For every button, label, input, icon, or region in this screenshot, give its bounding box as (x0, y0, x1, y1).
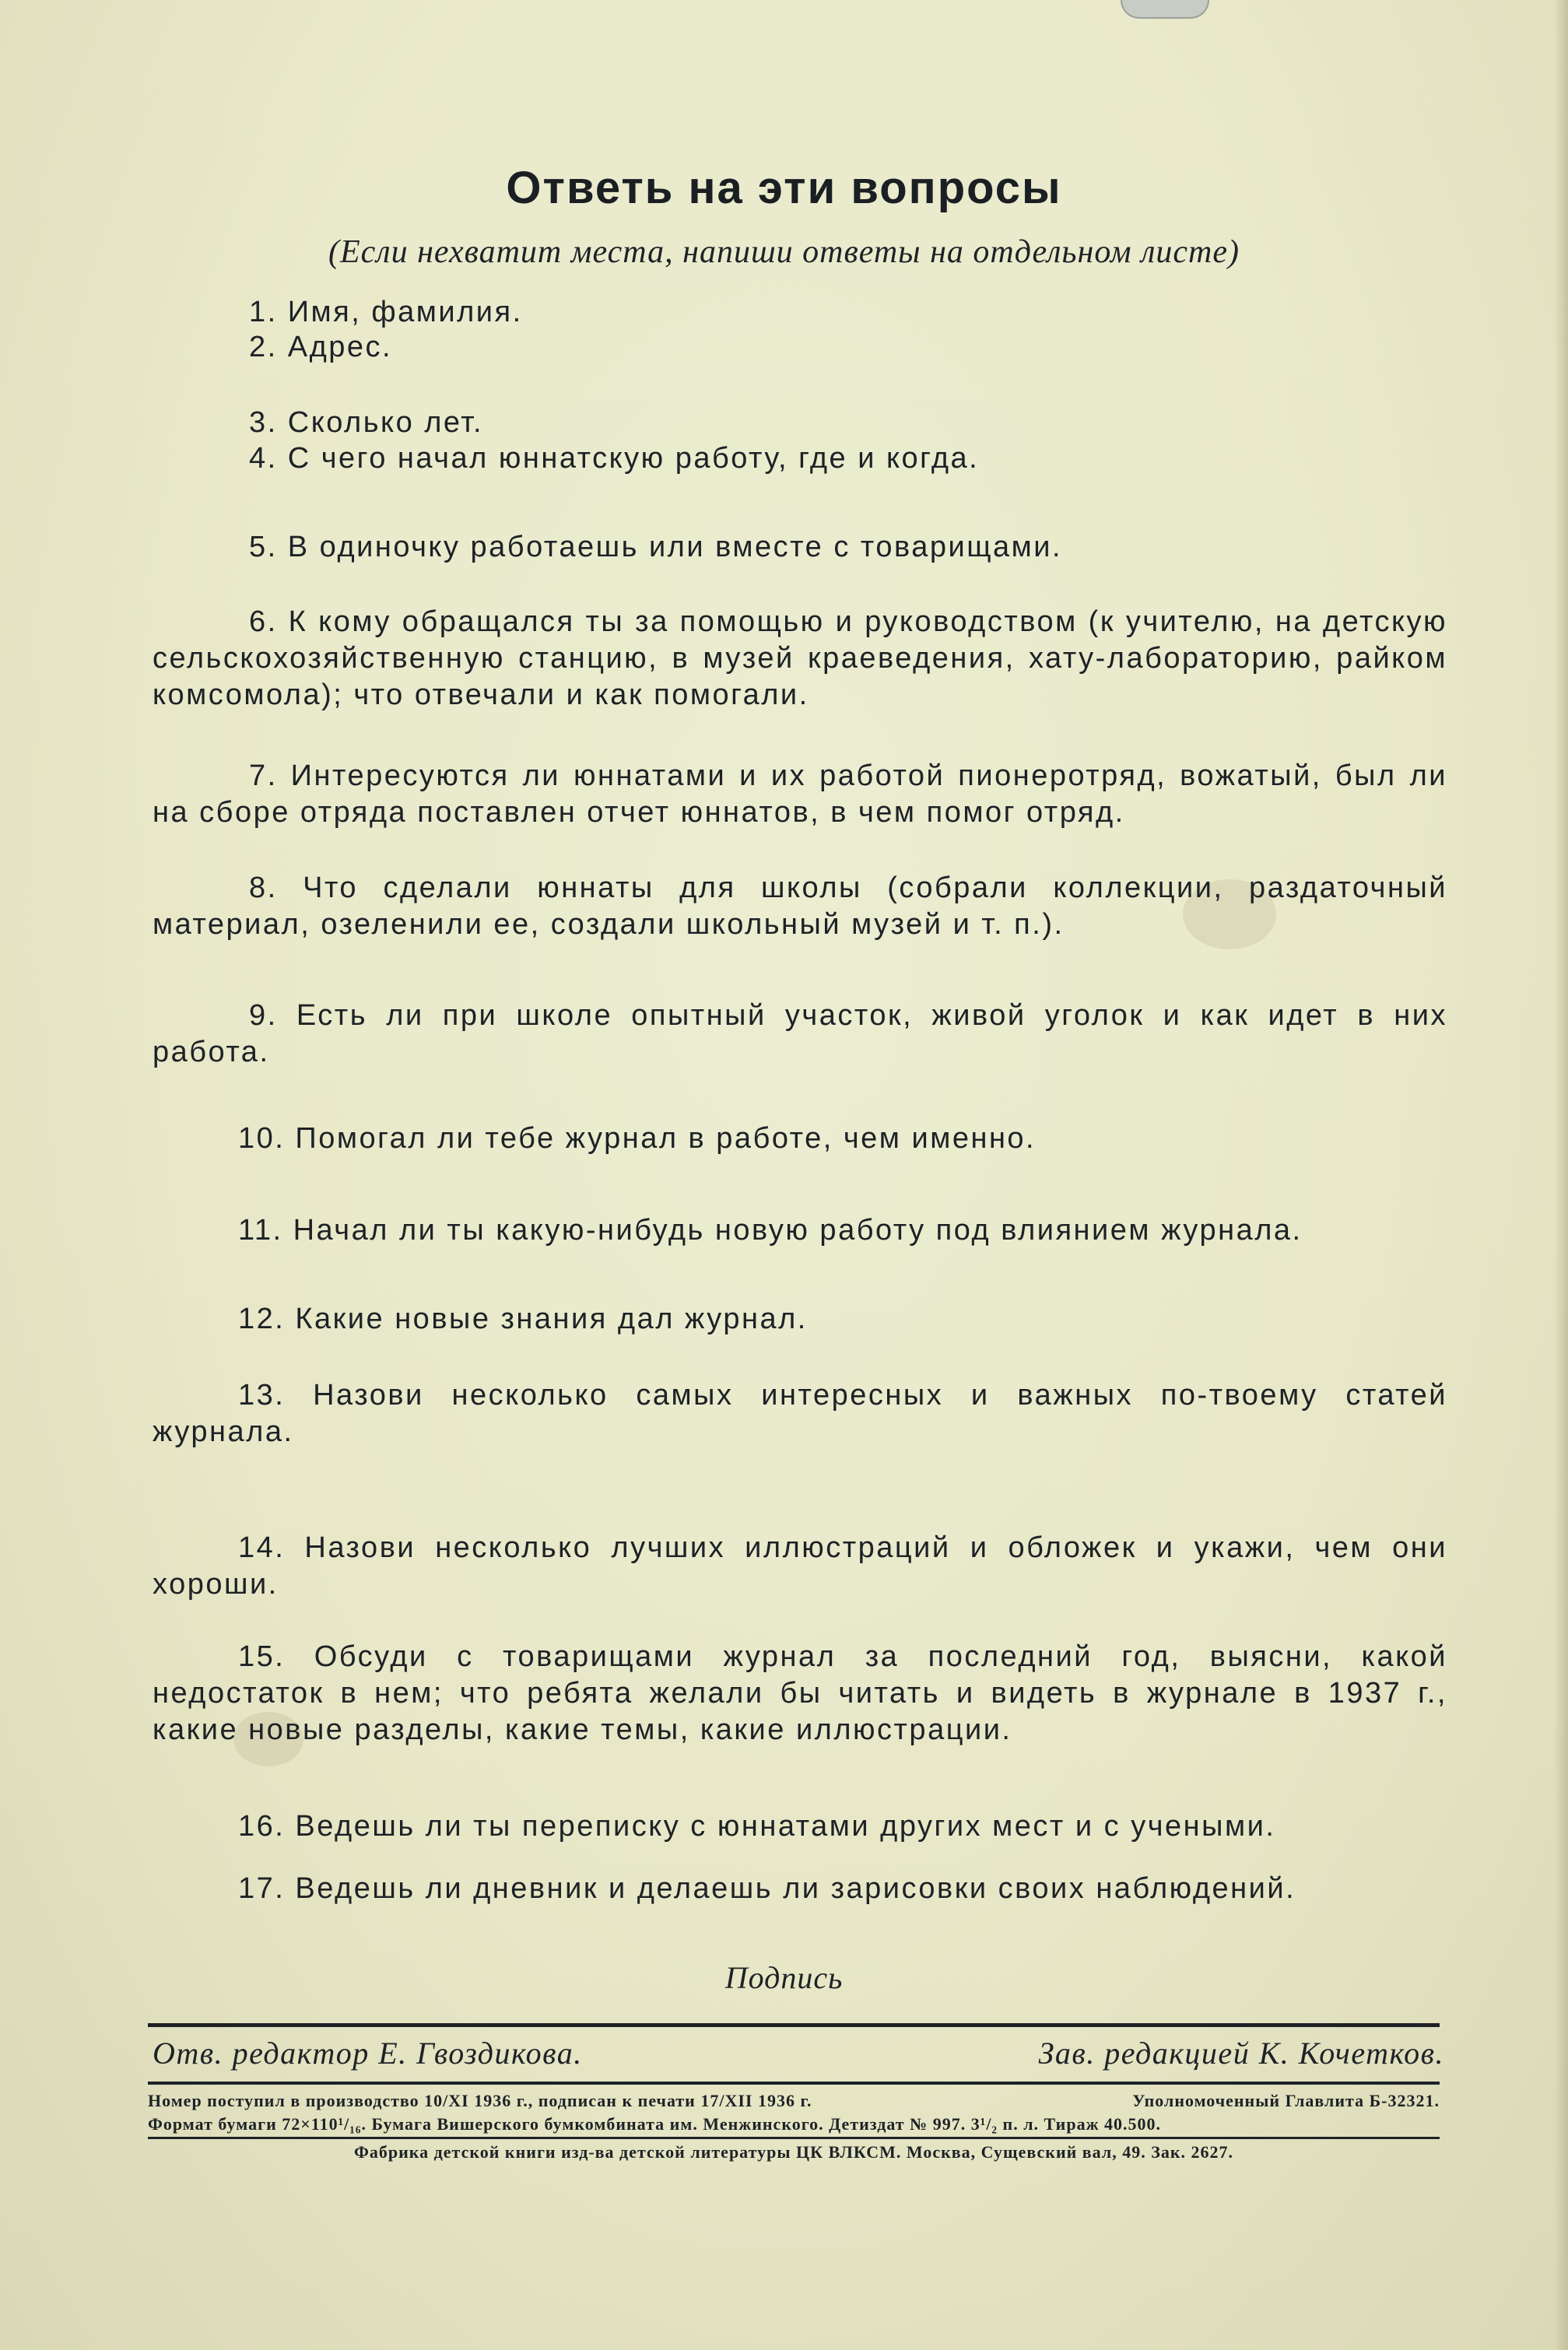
imprint-line (148, 2091, 1440, 2111)
question-text: 9. Есть ли при школе опытный участок, живой уголок и как идет в них работа. (153, 999, 1447, 1068)
question-item (153, 1639, 1447, 1748)
question-item (153, 998, 1447, 1071)
question-item (153, 758, 1447, 831)
imprint-censor: Уполномоченный Главлита Б-32321. (1132, 2091, 1440, 2110)
question-item (153, 294, 1447, 331)
imprint-line: Формат бумаги 72×110¹/₁₆. Бумага Вишерского бумкомбината им. Менжинского. Детиздат № 997. 3¹/₂ п. л. Тираж 40.500. (148, 2114, 1162, 2134)
question-item (153, 1808, 1447, 1845)
question-text: 7. Интересуются ли юннатами и их работой пионеротряд, вожатый, был ли на сборе отряда поставлен отчет юннатов, в чем помог отряд. (153, 759, 1447, 829)
question-text: 14. Назови несколько лучших иллюстраций и обложек и укажи, чем они хороши. (153, 1531, 1447, 1601)
question-item (153, 870, 1447, 943)
divider (148, 2082, 1440, 2085)
question-item (153, 529, 1447, 566)
question-text: 13. Назови несколько самых интересных и важных по-твоему статей журнала. (153, 1379, 1447, 1448)
question-item (153, 405, 1447, 441)
question-item (153, 1121, 1447, 1157)
question-text: 17. Ведешь ли дневник и делаешь ли зарисовки своих наблюдений. (238, 1872, 1296, 1905)
question-text: 11. Начал ли ты какую-нибудь новую работу под влиянием журнала. (238, 1214, 1303, 1247)
imprint-production-dates: Номер поступил в производство 10/XI 1936 г., подписан к печати 17/XII 1936 г. (148, 2091, 812, 2110)
paper-edge (1554, 0, 1568, 2350)
question-text: 10. Помогал ли тебе журнал в работе, чем именно. (238, 1122, 1037, 1155)
question-text: 6. К кому обращался ты за помощью и руководством (к учителю, на детскую сельскохозяйственную станцию, в музей краеведения, хату-лабораторию, райком комсомола); что отвечали и как помогали. (153, 605, 1447, 711)
question-item (153, 329, 1447, 366)
question-text: 2. Адрес. (249, 331, 393, 363)
editorial-head: Зав. редакцией К. Кочетков. (1038, 2036, 1444, 2071)
divider (148, 2137, 1440, 2139)
question-item (153, 440, 1447, 477)
page-title: Ответь на эти вопросы (506, 163, 1062, 213)
signature-label: Подпись (724, 1960, 844, 1995)
question-text: 16. Ведешь ли ты переписку с юннатами других мест и с учеными. (238, 1810, 1276, 1843)
question-item (153, 1871, 1447, 1907)
responsible-editor: Отв. редактор Е. Гвоздикова. (153, 2036, 583, 2071)
question-text: 15. Обсуди с товарищами журнал за последний год, выясни, какой недостаток в нем; что ребята желали бы читать и видеть в журнале в 1937 г., какие новые разделы, какие темы, какие иллюстрации. (153, 1640, 1447, 1746)
page-subtitle: (Если нехватит места, напиши ответы на отдельном листе) (328, 234, 1240, 270)
question-text: 5. В одиночку работаешь или вместе с товарищами. (249, 531, 1063, 563)
question-item (153, 1377, 1447, 1450)
question-item (153, 604, 1447, 714)
question-item (153, 1212, 1447, 1249)
question-text: 12. Какие новые знания дал журнал. (238, 1303, 808, 1335)
question-text: 8. Что сделали юннаты для школы (собрали коллекции, раздаточный материал, озеленили ее, создали школьный музей и т. п.). (153, 872, 1447, 941)
question-item (153, 1530, 1447, 1603)
question-item (153, 1301, 1447, 1338)
imprint-line: Фабрика детской книги изд-ва детской литературы ЦК ВЛКСМ. Москва, Сущевский вал, 49. Зак. 2627. (353, 2142, 1234, 2162)
question-text: 1. Имя, фамилия. (249, 296, 523, 328)
staple-mark (1121, 0, 1209, 19)
question-text: 3. Сколько лет. (249, 406, 484, 439)
divider (148, 2023, 1440, 2027)
question-text: 4. С чего начал юннатскую работу, где и когда. (249, 442, 980, 475)
